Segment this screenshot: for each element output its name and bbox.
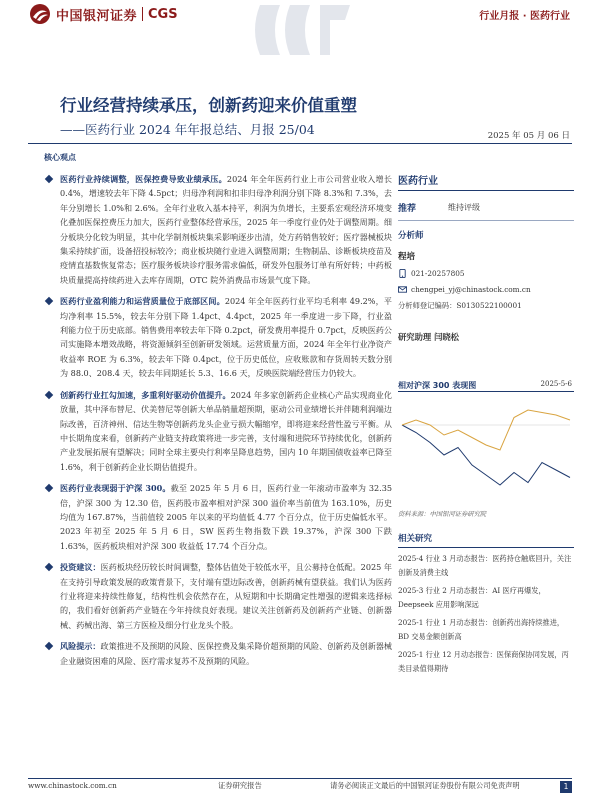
diamond-bullet-icon bbox=[45, 484, 53, 492]
chart-source: 资料来源：中国银河证券研究院 bbox=[398, 511, 487, 518]
paragraph-lead: 医药行业持续调整，医保控费导致业绩承压。 bbox=[60, 174, 227, 184]
footer-disclaimer: 请务必阅读正文最后的中国银河证券股份有限公司免责声明 bbox=[330, 781, 520, 790]
company-logo bbox=[28, 3, 178, 25]
paragraph-lead: 风险提示： bbox=[60, 641, 101, 652]
analyst-heading: 分析师 bbox=[398, 231, 424, 241]
report-title: 行业经营持续承压，创新药迎来价值重塑 bbox=[60, 96, 357, 115]
analyst-registration bbox=[398, 301, 574, 311]
report-date: 2025 年 05 月 06 日 bbox=[487, 131, 570, 141]
analyst-name: 程培 bbox=[398, 252, 416, 262]
diamond-bullet-icon bbox=[45, 563, 53, 571]
paragraph-lead: 创新药行业扛勾加速，多重利好驱动价值提升。 bbox=[60, 389, 231, 400]
paragraph-text: 2024 年全年医药行业平均毛利率 49.2%，平均净利率 15.5%，较去年分别下降 1.4pct、4.4pct，2025 年一季度进一步下降，行业盈利能力位于历史底部。销售费用率较去年下降 0.2pct，研发费用率提升 0.7pct，反映医药公司实施降本增效战略，将资源倾斜至创新研发领域。运营质量方面，2024 年全年行业净资产收益率 ROE 为 6.3%，较去年下降 0.4pct，位于历史低位，应收账款和存货周转天数分别为 88.0、208.4 天，较去年同期延长 5.3、16.6 天，反映医院端经营压力仍较大。 bbox=[60, 296, 393, 379]
sector-name: 医药行业 bbox=[398, 172, 574, 191]
report-type: 行业月报 · 医药行业 bbox=[479, 11, 570, 22]
email-icon bbox=[398, 285, 407, 294]
chart-date: 2025-5-6 bbox=[540, 380, 572, 388]
logo-chinese: 中国银河证券 bbox=[56, 8, 138, 24]
paragraph-text: 2024 年全年医药行业上市公司营业收入增长 0.4%，增速较去年下降 4.5pct；归母净利润和扣非归母净利润分别下降 8.3%和 7.3%，去年分别增长 1.0%和 2.6%。全年行业收入基本持平，利润为负增长，主要系宏观经济环境变化叠加医保控费压力加大，医药行业整体经营承压，2025 年一季度行业仍处于调整周期。细分板块分化较为明显，其中化学制剂板块集采影响逐步出清，处方药销售较好；医疗器械板块集采持续扩面，设备招投标较冷；商业板块随行业进入调整周期；生物制品、诊断板块疫苗及疫情直基数恢复常态；医疗服务板块诊疗服务需求偏低，研发外包服务订单有所好转；中药板块质量提高持续药进入去库存周期，OTC 院外消费品市场景气度下降。 bbox=[60, 174, 392, 285]
registration-code: 分析师登记编码：S0130522100001 bbox=[398, 301, 522, 310]
diamond-bullet-icon bbox=[45, 642, 53, 650]
phone-number: 021-20257805 bbox=[411, 269, 465, 278]
paragraph-market-performance bbox=[44, 481, 392, 553]
title-divider bbox=[28, 143, 572, 144]
chart-title: 相对沪深 300 表现图 bbox=[398, 381, 477, 390]
main-content bbox=[44, 172, 392, 675]
chart-svg bbox=[398, 392, 574, 508]
footer-divider bbox=[28, 778, 572, 779]
chart-series-line-2 bbox=[402, 410, 570, 450]
related-heading: 相关研究 bbox=[398, 532, 574, 548]
relative-performance-chart bbox=[398, 391, 574, 507]
cgs-logo-icon bbox=[28, 3, 52, 25]
rating-label: 推荐 bbox=[398, 203, 417, 214]
paragraph-investment-advice bbox=[44, 560, 392, 632]
footer-license: 证券研究报告 bbox=[218, 781, 262, 790]
related-research bbox=[398, 532, 574, 676]
diamond-bullet-icon bbox=[45, 175, 53, 183]
paragraph-risk-warning bbox=[44, 639, 392, 668]
report-subtitle: ——医药行业 2024 年年报总结、月报 25/04 bbox=[60, 122, 315, 137]
rating-row bbox=[398, 198, 574, 216]
watermark-graphic bbox=[250, 0, 360, 60]
core-view-label: 核心观点 bbox=[44, 153, 76, 162]
paragraph-text: 截至 2025 年 5 月 6 日，医药行业一年滚动市盈率为 32.35 倍，沪深 300 为 12.30 倍，医药股市盈率相对沪深 300 溢价率当前值为 163.10%，历史均值为 167.87%，当前值较 2005 年以来的平均值低 4.77 个百分点，位于历史偏低水平。2023 年初至 2025 年 5 月 6 日，SW 医药生物指数下跌 19.37%，沪深 300 下跌 1.63%，医药板块相对沪深 300 收益低 17.74 个百分点。 bbox=[60, 483, 392, 551]
logo-divider bbox=[142, 7, 143, 21]
chart-series-line-1 bbox=[402, 425, 570, 485]
paragraph-text: 2024 年多家创新药企业核心产品实现商业化放量，其中泽布替尼、伏美替尼等创新大单品销量超预期，驱动公司业绩增长并伴随利润端边际改善，百济神州、信达生物等创新药龙头企业亏损大幅缩窄，即将迎来经营性盈亏平衡。从中长期角度来看，创新药产业链支持政策将进一步完善，支付端和进院环节持续优化，创新药产业发展拓展有望解决；同时全球主要央行利率呈降息趋势，国内 10 年期国债收益率已降至 1.6%，利于创新药企业长期估值提升。 bbox=[60, 389, 392, 472]
related-item[interactable]: 2025-1 行业 1 月动态报告：创新药出海持续推进，BD 交易金额创新高 bbox=[398, 618, 565, 641]
phone-icon bbox=[398, 269, 407, 278]
logo-english: CGS bbox=[148, 6, 178, 22]
paragraph-text: 政策推进不及预期的风险、医保控费及集采降价超预期的风险、创新药及创新器械企业融资困难的风险、医疗需求复苏不及预期的风险。 bbox=[60, 641, 392, 666]
paragraph-text: 医药板块经历较长时间调整，整体估值处于较低水平，且公募持仓低配。2025 年在支持引导政策发展的政策背景下，支付端有望边际改善，创新药械有望获益。我们认为医药行业将迎来持续性修复，结构性机会依然存在，从短期和中长期确定性增强的逻辑来选择标的，我们看好创新药产业链在今年持续良好表现。建议关注创新药及创新药产业链、创新器械、药械出海、第三方医检及细分行业龙头个股。 bbox=[60, 562, 392, 630]
research-assistant: 研究助理 闫晓松 bbox=[398, 332, 459, 342]
footer-website[interactable]: www.chinastock.com.cn bbox=[28, 781, 117, 790]
page-number: 1 bbox=[560, 781, 572, 793]
paragraph-innovative-drugs bbox=[44, 388, 392, 474]
analyst-email[interactable] bbox=[398, 285, 574, 294]
analyst-phone bbox=[398, 269, 574, 278]
paragraph-lead: 投资建议： bbox=[60, 562, 101, 573]
diamond-bullet-icon bbox=[45, 390, 53, 398]
diamond-bullet-icon bbox=[45, 297, 53, 305]
paragraph-profitability bbox=[44, 294, 392, 380]
sidebar bbox=[398, 172, 574, 343]
paragraph-industry-adjustment bbox=[44, 172, 392, 287]
related-item[interactable]: 2025-4 行业 3 月动态报告：医药持仓触底回升，关注创新及消费主线 bbox=[398, 554, 572, 577]
rating-value: 维持评级 bbox=[448, 202, 480, 212]
related-item[interactable]: 2025-3 行业 2 月动态报告：AI 医疗再爆发，Deepseek 应用影响深远 bbox=[398, 586, 546, 609]
paragraph-lead: 医药行业盈利能力和运营质量位于底部区间。 bbox=[60, 296, 225, 307]
rating-divider bbox=[398, 220, 574, 221]
related-item[interactable]: 2025-1 行业 12 月动态报告：医保商保协同发展，丙类目录值得期待 bbox=[398, 650, 569, 673]
email-address[interactable]: chengpei_yj@chinastock.com.cn bbox=[411, 285, 531, 294]
paragraph-lead: 医药行业表现弱于沪深 300。 bbox=[60, 483, 171, 494]
